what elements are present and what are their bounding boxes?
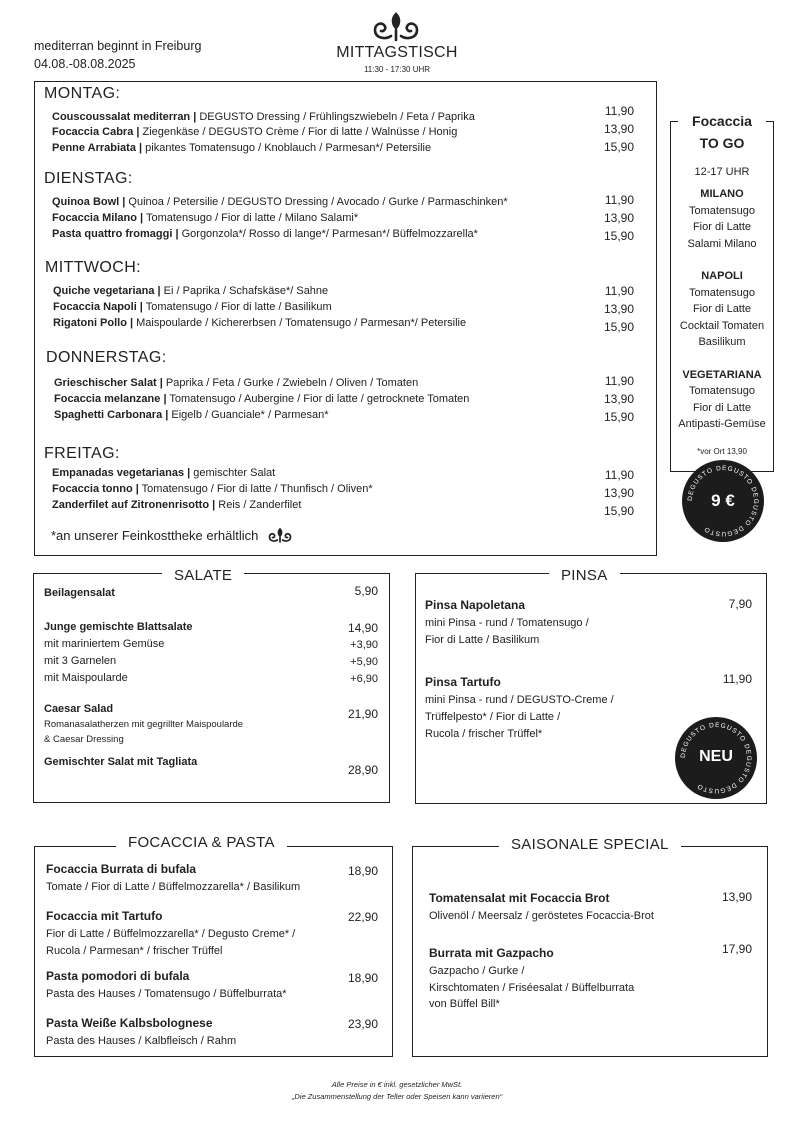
dish-price: 22,90 <box>347 910 378 924</box>
neu-label: NEU <box>699 748 733 765</box>
salate-title: SALATE <box>162 567 244 584</box>
day-heading: MITTWOCH: <box>45 259 142 276</box>
addon-price: +5,90 <box>350 656 378 668</box>
togo-item <box>670 268 774 351</box>
tartufo-desc1: mini Pinsa - rund / DEGUSTO-Creme / <box>425 694 614 706</box>
menu-item-desc: gemischter Salat <box>190 467 276 479</box>
tagliata-price: 28,90 <box>347 763 378 777</box>
tartufo-desc2: Trüffelpesto* / Fior di Latte / <box>425 711 561 723</box>
menu-item-name: Pasta quattro fromaggi | <box>52 228 179 240</box>
dish-name: Pasta pomodori di bufala <box>46 969 190 983</box>
footer-line2: „Die Zusammenstellung der Teller oder Speisen kann variieren“ <box>291 1092 503 1101</box>
svg-text:DEGUSTO DEGUSTO DEGUSTO DEGUST: DEGUSTO DEGUSTO DEGUSTO DEGUSTO <box>679 721 753 795</box>
caesar-name: Caesar Salad <box>44 703 114 715</box>
page-title: MITTAGSTISCH <box>336 44 458 61</box>
togo-item-line: Tomatensugo <box>688 385 756 397</box>
menu-item-name: Zanderfilet auf Zitronenrisotto | <box>52 499 216 511</box>
togo-item-name: NAPOLI <box>701 270 743 282</box>
header-left <box>34 37 201 73</box>
special-dish-price: 17,90 <box>721 942 752 956</box>
menu-item-desc: Eigelb / Guanciale* / Parmesan* <box>168 409 329 421</box>
menu-item-desc: pikantes Tomatensugo / Knoblauch / Parmesan*/ Petersilie <box>142 142 432 154</box>
dish <box>46 969 189 984</box>
menu-item-desc: Ziegenkäse / DEGUSTO Crème / Fior di latte / Walnüsse / Honig <box>139 126 458 138</box>
menu-item-desc: Gorgonzola*/ Rosso di lange*/ Parmesan*/ Büffelmozzarella* <box>178 228 478 240</box>
special-dish-name: Burrata mit Gazpacho <box>429 946 554 960</box>
napoletana-desc1: mini Pinsa - rund / Tomatensugo / <box>425 617 589 629</box>
special-dish-desc: Olivenöl / Meersalz / geröstetes Focaccia-Brot <box>429 910 654 922</box>
svg-text:DEGUSTO DEGUSTO DEGUSTO DEGUST: DEGUSTO DEGUSTO DEGUSTO DEGUSTO <box>686 464 760 538</box>
tagliata-salad <box>44 755 197 770</box>
menu-item-price: 11,90 <box>604 104 634 118</box>
menu-item-name: Focaccia Milano | <box>52 212 144 224</box>
togo-note: *vor Ort 13,90 <box>697 447 747 456</box>
menu-item-desc: Maispoularde / Kichererbsen / Tomatensugo / Parmesan*/ Petersilie <box>133 317 467 329</box>
ornament-small-icon <box>265 527 295 543</box>
napoletana-desc2: Fior di Latte / Basilikum <box>425 634 540 646</box>
menu-item-price: 11,90 <box>604 374 634 388</box>
dish-price: 18,90 <box>347 971 378 985</box>
footer-line1: Alle Preise in € inkl. gesetzlicher MwSt. <box>331 1080 463 1089</box>
feinkost-footnote <box>51 527 295 543</box>
day-heading: MONTAG: <box>44 85 121 102</box>
menu-item-desc: Tomatensugo / Fior di latte / Basilikum <box>142 301 332 313</box>
togo-item-line: Cocktail Tomaten <box>679 319 765 332</box>
tartufo-name: Pinsa Tartufo <box>425 675 501 689</box>
addon-label: mit 3 Garnelen <box>44 655 117 667</box>
togo-hours: 12-17 UHR <box>694 166 750 178</box>
menu-item-name: Rigatoni Pollo | <box>53 317 134 329</box>
beilagensalat-price: 5,90 <box>354 584 378 598</box>
addon-label: mit mariniertem Gemüse <box>44 638 165 650</box>
menu-item-name: Focaccia Cabra | <box>52 126 140 138</box>
special-dish-name: Tomatensalat mit Focaccia Brot <box>429 891 610 905</box>
special-dish <box>429 946 554 961</box>
menu-item-desc: Tomatensugo / Fior di latte / Milano Salami* <box>143 212 359 224</box>
togo-item <box>670 367 774 433</box>
junge-salat <box>44 620 193 635</box>
junge-salat-price: 14,90 <box>347 621 378 635</box>
menu-item-price: 15,90 <box>603 140 634 154</box>
togo-item-line: Fior di Latte <box>692 303 752 315</box>
pinsa-tartufo <box>425 675 501 690</box>
footnote-text: *an unserer Feinkosttheke erhältlich <box>51 528 259 543</box>
neu-badge <box>675 717 757 799</box>
caesar-salad <box>44 702 113 717</box>
special-dish-desc: von Büffel Bill* <box>429 998 500 1010</box>
menu-item <box>52 211 358 226</box>
menu-item-desc: DEGUSTO Dressing / Frühlingszwiebeln / Feta / Paprika <box>196 111 475 123</box>
dish-name: Focaccia Burrata di bufala <box>46 862 197 876</box>
togo-item-line: Tomatensugo <box>688 286 756 299</box>
special-dish-desc: Gazpacho / Gurke / <box>429 965 525 977</box>
tagline: mediterran beginnt in Freiburg <box>34 39 202 53</box>
menu-item <box>53 316 466 331</box>
togo-item-line: Antipasti-Gemüse <box>678 418 766 430</box>
menu-item <box>52 466 275 481</box>
addon-label: mit Maispoularde <box>44 672 128 684</box>
beilagensalat-name: Beilagensalat <box>44 587 115 599</box>
menu-item-name: Focaccia Napoli | <box>53 301 143 313</box>
dish-desc: Rucola / Parmesan* / frischer Trüffel <box>46 945 223 957</box>
menu-item-price: 13,90 <box>603 302 634 316</box>
menu-item-desc: Quinoa / Petersilie / DEGUSTO Dressing / Avocado / Gurke / Parmaschinken* <box>125 196 508 208</box>
togo-title: Focaccia <box>678 113 766 129</box>
menu-item-name: Empanadas vegetarianas | <box>52 467 191 479</box>
menu-item-name: Spaghetti Carbonara | <box>54 409 169 421</box>
menu-item-desc: Paprika / Feta / Gurke / Zwiebeln / Oliven / Tomaten <box>162 377 419 389</box>
togo-item-line: Tomatensugo <box>688 204 756 217</box>
focaccia-pasta-title: FOCACCIA & PASTA <box>116 834 287 851</box>
special-dish <box>429 891 610 906</box>
menu-item-price: 13,90 <box>603 122 634 136</box>
special-dish-price: 13,90 <box>721 890 752 904</box>
menu-item-price: 15,90 <box>603 410 634 424</box>
addon-price: +3,90 <box>350 639 378 651</box>
menu-item <box>52 141 431 156</box>
napoletana-price: 7,90 <box>728 597 752 611</box>
menu-item <box>54 408 329 423</box>
dish-name: Pasta Weiße Kalbsbolognese <box>46 1016 213 1030</box>
beilagensalat <box>44 586 115 601</box>
day-heading: FREITAG: <box>44 445 120 462</box>
menu-item-price: 11,90 <box>604 193 634 207</box>
menu-item <box>52 498 301 513</box>
tagliata-name: Gemischter Salat mit Tagliata <box>44 756 198 768</box>
menu-item-desc: Reis / Zanderfilet <box>215 499 302 511</box>
dish <box>46 1016 213 1031</box>
menu-item <box>52 195 508 210</box>
dish-desc: Tomate / Fior di Latte / Büffelmozzarella* / Basilikum <box>46 881 301 893</box>
menu-item-desc: Tomatensugo / Fior di latte / Thunfisch / Oliven* <box>138 483 373 495</box>
menu-item-desc: Ei / Paprika / Schafskäse*/ Sahne <box>160 285 329 297</box>
menu-item <box>53 284 328 299</box>
dish-desc: Pasta des Hauses / Kalbfleisch / Rahm <box>46 1035 237 1047</box>
day-heading: DONNERSTAG: <box>46 349 167 366</box>
menu-item <box>52 482 373 497</box>
dish-desc: Fior di Latte / Büffelmozzarella* / Degusto Creme* / <box>46 928 296 940</box>
menu-item-name: Quinoa Bowl | <box>52 196 126 208</box>
menu-item-price: 11,90 <box>604 468 634 482</box>
special-dish-desc: Kirschtomaten / Friséesalat / Büffelburrata <box>429 981 635 994</box>
togo-item <box>670 186 774 252</box>
menu-item <box>54 392 469 407</box>
dish-name: Focaccia mit Tartufo <box>46 909 163 923</box>
ornament-logo-icon <box>369 10 423 42</box>
dish <box>46 862 196 877</box>
pinsa-title: PINSA <box>549 567 620 584</box>
togo-item-line: Fior di Latte <box>692 401 752 414</box>
togo-item-line: Fior di Latte <box>692 221 752 233</box>
menu-item <box>52 227 478 242</box>
caesar-price: 21,90 <box>347 707 378 721</box>
dish-price: 23,90 <box>347 1017 378 1031</box>
menu-item-price: 11,90 <box>604 284 634 298</box>
menu-item-price: 15,90 <box>603 504 634 518</box>
date-range: 04.08.-08.08.2025 <box>34 57 136 71</box>
menu-item-price: 13,90 <box>603 392 634 406</box>
menu-item-price: 15,90 <box>603 320 634 334</box>
saisonale-title: SAISONALE SPECIAL <box>499 836 681 853</box>
menu-item <box>54 376 418 391</box>
menu-item <box>52 110 475 125</box>
menu-item-name: Focaccia melanzane | <box>54 393 167 405</box>
menu-item-name: Grieschischer Salat | <box>54 377 163 389</box>
day-heading: DIENSTAG: <box>44 170 133 187</box>
togo-items <box>670 186 774 433</box>
caesar-desc1: Romanasalatherzen mit gegrillter Maispoularde <box>44 719 244 730</box>
menu-item-name: Focaccia tonno | <box>52 483 139 495</box>
tartufo-desc3: Rucola / frischer Trüffel* <box>425 728 543 740</box>
menu-item-name: Quiche vegetariana | <box>53 285 161 297</box>
caesar-desc2: & Caesar Dressing <box>44 734 124 745</box>
tartufo-price: 11,90 <box>722 672 752 686</box>
togo-item-line: Salami Milano <box>687 237 757 250</box>
menu-item-name: Couscoussalat mediterran | <box>52 111 197 123</box>
menu-item-price: 13,90 <box>603 211 634 225</box>
menu-item <box>53 300 332 315</box>
togo-item-name: MILANO <box>700 188 744 200</box>
hours: 11:30 - 17:30 UHR <box>363 65 431 74</box>
menu-item-price: 15,90 <box>603 229 634 243</box>
menu-item <box>52 125 457 140</box>
footer <box>197 1079 597 1103</box>
pinsa-napoletana <box>425 598 525 613</box>
badge-price: 9 € <box>711 491 735 510</box>
napoletana-name: Pinsa Napoletana <box>425 598 526 612</box>
price-badge <box>682 460 764 542</box>
junge-salat-name: Junge gemischte Blattsalate <box>44 621 193 633</box>
dish-price: 18,90 <box>347 864 378 878</box>
togo-item-name: VEGETARIANA <box>682 368 762 381</box>
togo-item-line: Basilikum <box>698 336 746 348</box>
dish <box>46 909 162 924</box>
menu-item-desc: Tomatensugo / Aubergine / Fior di latte / getrocknete Tomaten <box>166 393 470 405</box>
togo-subtitle: TO GO <box>699 135 745 151</box>
menu-item-name: Penne Arrabiata | <box>52 142 143 154</box>
menu-item-price: 13,90 <box>603 486 634 500</box>
addon-price: +6,90 <box>350 673 378 685</box>
dish-desc: Pasta des Hauses / Tomatensugo / Büffelburrata* <box>46 988 287 1000</box>
